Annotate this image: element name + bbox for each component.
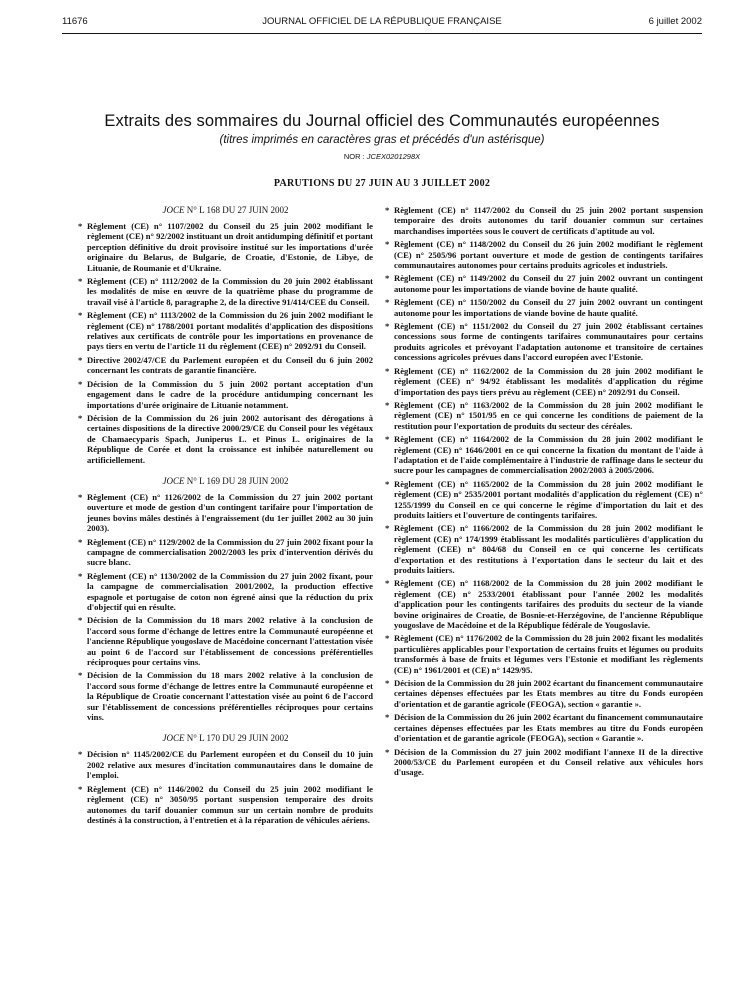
entry-text: Directive 2002/47/CE du Parlement européen et du Conseil du 6 juin 2002 concernant les contrats de garantie financière. (87, 354, 373, 376)
asterisk-marker: * (385, 321, 390, 332)
entry-text: Règlement (CE) n° 1165/2002 de la Commission du 28 juin 2002 modifiant le règlement (CE) n° 2535/2001 portant modalités d'application du règlement (CE) n° 1255/1999 du Conseil en ce qui concerne le régime d'importation du lait et des produits laitiers et l'ouverture de contingents tarifaires. (394, 478, 703, 520)
page-number: 11676 (62, 16, 88, 27)
list-item (78, 615, 373, 667)
list-item (78, 749, 373, 780)
page-subtitle: (titres imprimés en caractères gras et précédés d'un astérisque) (219, 134, 545, 146)
asterisk-marker: * (385, 633, 390, 644)
entry-text: Règlement (CE) n° 1166/2002 de la Commission du 28 juin 2002 modifiant le règlement (CE) n° 174/1999 établissant les modalités particulières d'application du règlement (CEE) n° 804/68 du Conseil en ce qui concerne les certificats d'exportation et des restitutions à l'exportation dans le secteur du lait et des produits laitiers. (394, 523, 703, 575)
right-column (385, 205, 703, 781)
asterisk-marker: * (78, 491, 83, 502)
asterisk-marker: * (78, 354, 83, 365)
list-item (78, 221, 373, 273)
entry-text: Règlement (CE) n° 1148/2002 du Conseil du 26 juin 2002 modifiant le règlement (CE) n° 2505/96 portant ouverture et mode de gestion de contingents tarifaires communautaires autonomes pour certains produits agricoles et industriels. (394, 239, 703, 271)
left-column (78, 205, 373, 828)
title-block (62, 112, 702, 161)
list-item (78, 784, 373, 826)
list-item (385, 205, 703, 236)
list-item (78, 379, 373, 410)
entry-text: Règlement (CE) n° 1150/2002 du Conseil du 27 juin 2002 ouvrant un contingent autonome pour les importations de viande bovine de haute qualité. (394, 297, 703, 318)
entry-text: Règlement (CE) n° 1149/2002 du Conseil du 27 juin 2002 ouvrant un contingent autonome pour les importations de viande bovine de haute qualité. (394, 273, 703, 294)
asterisk-marker: * (78, 310, 83, 321)
entry-text: Règlement (CE) n° 1164/2002 de la Commission du 28 juin 2002 modifiant le règlement (CE) n° 1646/2001 en ce qui concerne la fixation du montant de l'aide à l'adaptation et de l'aide complémentaire à l'industrie de raffinage dans le secteur du sucre pour les campagnes de commercialisation 2002/2003 à 2005/2006. (394, 434, 703, 476)
asterisk-marker: * (78, 670, 83, 681)
asterisk-marker: * (385, 746, 390, 757)
asterisk-marker: * (385, 434, 390, 445)
list-item (385, 273, 703, 294)
list-item (385, 479, 703, 521)
section-label: JOCE (162, 475, 185, 486)
entry-text: Décision de la Commission du 5 juin 2002 portant acceptation d'un engagement dans le cadre de la procédure antidumping concernant les importations d'urée originaire de Lituanie notamment. (87, 378, 373, 410)
list-item (385, 578, 703, 630)
section-number: N° L 170 DU 29 JUIN 2002 (186, 733, 289, 744)
section-label: JOCE (162, 733, 185, 744)
asterisk-marker: * (385, 205, 390, 215)
section-number: N° L 168 DU 27 JUIN 2002 (186, 205, 289, 215)
asterisk-marker: * (78, 221, 83, 231)
entry-text: Décision de la Commission du 26 juin 2002 écartant du financement communautaire certaines dépenses effectuées par les Etats membres au titre du Fonds européen d'orientation et de garantie agricole (FEOGA), section « Garantie ». (394, 712, 703, 744)
nor-label: NOR : (343, 152, 365, 161)
list-item (385, 321, 703, 363)
entry-text: Règlement (CE) n° 1151/2002 du Conseil du 27 juin 2002 établissant certaines concessions sous forme de contingents tarifaires communautaires pour certains produits agricoles et prévoyant l'adaptation autonome et transitoire de certaines concessions agricoles prévues dans l'accord européen avec l'Estonie. (394, 321, 703, 363)
entry-list (78, 221, 373, 465)
entry-text: Règlement (CE) n° 1130/2002 de la Commission du 27 juin 2002 fixant, pour la campagne de commercialisation 2001/2002, la production effective espagnole et portugaise de coton non égrené ainsi que la réduction du prix d'objectif qui en résulte. (87, 570, 373, 612)
entry-text: Règlement (CE) n° 1163/2002 de la Commission du 28 juin 2002 modifiant le règlement (CE) n° 1501/95 en ce qui concerne les conditions de paiement de la restitution pour l'exportation de produits du secteur des céréales. (394, 399, 703, 431)
asterisk-marker: * (385, 712, 390, 723)
entry-list (78, 749, 373, 825)
list-item (385, 523, 703, 575)
list-item (385, 366, 703, 397)
asterisk-marker: * (78, 783, 83, 794)
asterisk-marker: * (385, 365, 390, 376)
asterisk-marker: * (78, 615, 83, 626)
entry-text: Décision de la Commission du 27 juin 2002 modifiant l'annexe II de la directive 2000/53/CE du Parlement européen et du Conseil relative aux véhicules hors d'usage. (394, 746, 703, 778)
list-item (385, 434, 703, 476)
asterisk-marker: * (385, 523, 390, 534)
entry-text: Règlement (CE) n° 1107/2002 du Conseil du 25 juin 2002 modifiant le règlement (CE) n° 92/2002 instituant un droit antidumping définitif et portant perception définitive du droit provisoire institué sur les importations d'urée originaire du Belarus, de Bulgarie, de Croatie, d'Estonie, de Libye, de Lituanie, de Roumanie et d'Ukraine. (87, 221, 373, 273)
entry-text: Décision de la Commission du 28 juin 2002 écartant du financement communautaire certaines dépenses effectuées par les Etats membres au titre du Fonds européen d'orientation et de garantie agricole (FEOGA), section « garantie ». (394, 678, 703, 709)
journal-name: JOURNAL OFFICIEL DE LA RÉPUBLIQUE FRANÇAISE (262, 16, 502, 27)
list-item (78, 492, 373, 534)
list-item (385, 239, 703, 270)
asterisk-marker: * (78, 276, 83, 287)
list-item (385, 678, 703, 709)
section-number: N° L 169 DU 28 JUIN 2002 (186, 475, 289, 486)
list-item (78, 310, 373, 352)
entry-list (385, 205, 703, 778)
nor-reference (62, 152, 702, 161)
section-heading (78, 733, 373, 743)
list-item (385, 633, 703, 675)
asterisk-marker: * (78, 749, 83, 760)
entry-text: Décision de la Commission du 18 mars 2002 relative à la conclusion de l'accord sous forme d'échange de lettres entre la Communauté européenne et l'ancienne République yougoslave de Macédoine concernant l'attestation visée au point 6 de l'accord sur l'établissement de concessions préférentielles réciproques pour certains vins. (87, 615, 373, 668)
asterisk-marker: * (385, 239, 390, 250)
entry-text: Règlement (CE) n° 1113/2002 de la Commission du 26 juin 2002 modifiant le règlement (CE) n° 1788/2001 portant modalités d'application des dispositions relatives aux certificats de contrôle pour les importations en provenance de pays tiers en vertu de l'article 11 du règlement (CEE) n° 2092/91 du Conseil. (87, 310, 373, 352)
asterisk-marker: * (385, 478, 390, 489)
entry-list (78, 492, 373, 723)
list-item (78, 413, 373, 465)
entry-text: Décision de la Commission du 26 juin 2002 autorisant des dérogations à certaines dispositions de la directive 2000/29/CE du Conseil pour les végétaux de Chamaecyparis Spach, Juniperus L. et Pinus L. originaires de la République de Corée et dont la croissance est inhibée naturellement ou artificiellement. (87, 412, 373, 465)
page-header (62, 16, 702, 30)
list-item (78, 537, 373, 568)
asterisk-marker: * (78, 536, 83, 547)
list-item (78, 355, 373, 376)
asterisk-marker: * (78, 570, 83, 581)
asterisk-marker: * (78, 412, 83, 423)
entry-text: Règlement (CE) n° 1129/2002 de la Commission du 27 juin 2002 fixant pour la campagne de commercialisation 2002/2003 les prix d'intervention dérivés du sucre blanc. (87, 536, 373, 568)
section-gap (78, 468, 373, 476)
asterisk-marker: * (385, 273, 390, 284)
nor-value: JCEX0201298X (366, 152, 421, 161)
entry-text: Règlement (CE) n° 1112/2002 de la Commission du 20 juin 2002 établissant les modalités de mise en œuvre de la quatrième phase du programme de travail visé à l'article 8, paragraphe 2, de la directive 91/414/CEE du Conseil. (87, 276, 373, 307)
list-item (385, 747, 703, 778)
entry-text: Règlement (CE) n° 1168/2002 de la Commission du 28 juin 2002 modifiant le règlement (CE) n° 2533/2001 établissant pour l'année 2002 les modalités d'application pour les contingents tarifaires des produits du secteur de la viande bovine originaires de Croatie, de Bosnie-et-Herzégovine, de l'ancienne République yougoslave de Macédoine et de la République fédérale de Yougoslavie. (394, 578, 703, 631)
parutions-heading: PARUTIONS DU 27 JUIN AU 3 JUILLET 2002 (273, 178, 491, 189)
entry-text: Règlement (CE) n° 1162/2002 de la Commission du 28 juin 2002 modifiant le règlement (CEE) n° 94/92 établissant les modalités d'application du régime d'importation des pays tiers prévu au règlement (CEE) n° 2092/91 du Conseil. (394, 365, 703, 397)
page-title: Extraits des sommaires du Journal officiel des Communautés européennes (104, 112, 660, 130)
asterisk-marker: * (385, 678, 390, 689)
section-label: JOCE (162, 205, 185, 215)
section-gap (78, 725, 373, 733)
entry-text: Règlement (CE) n° 1146/2002 du Conseil du 25 juin 2002 modifiant le règlement (CE) n° 3050/95 portant suspension temporaire des droits autonomes du tarif douanier commun sur un certain nombre de produits destinés à la construction, à l'entretien et à la réparation de véhicules aériens. (87, 783, 373, 825)
asterisk-marker: * (78, 378, 83, 389)
list-item (78, 670, 373, 722)
list-item (385, 712, 703, 743)
entry-text: Règlement (CE) n° 1147/2002 du Conseil du 25 juin 2002 portant suspension temporaire des droits autonomes du tarif douanier commun sur certaines marchandises importées sous le couvert de certificats d'aptitude au vol. (394, 205, 703, 236)
entry-text: Décision de la Commission du 18 mars 2002 relative à la conclusion de l'accord sous forme d'échange de lettres entre la Communauté européenne et la République de Croatie concernant l'attestation visée au point 6 de l'accord sur l'établissement de concessions préférentielles réciproques pour certains vins. (87, 670, 373, 723)
entry-text: Décision n° 1145/2002/CE du Parlement européen et du Conseil du 10 juin 2002 relative aux mesures d'incitation communautaires dans le domaine de l'emploi. (87, 749, 373, 781)
asterisk-marker: * (385, 399, 390, 410)
issue-date: 6 juillet 2002 (648, 16, 702, 27)
list-item (385, 297, 703, 318)
entry-text: Règlement (CE) n° 1176/2002 de la Commission du 28 juin 2002 fixant les modalités particulières applicables pour l'exportation de certains fruits et légumes ou produits transformés à base de fruits et légumes vers l'Estonie et modifiant les règlements (CE) n° 1961/2001 et (CE) n° 1429/95. (394, 633, 703, 675)
list-item (78, 571, 373, 613)
asterisk-marker: * (385, 578, 390, 589)
entry-text: Règlement (CE) n° 1126/2002 de la Commission du 27 juin 2002 portant ouverture et mode de gestion d'un contingent tarifaire pour l'importation de jeunes bovins mâles destinés à l'engraissement (du 1er juillet 2002 au 30 juin 2003). (87, 491, 373, 534)
list-item (385, 400, 703, 431)
list-item (78, 276, 373, 307)
section-heading (78, 205, 373, 215)
header-rule (62, 33, 702, 34)
asterisk-marker: * (385, 297, 390, 308)
section-heading (78, 476, 373, 486)
